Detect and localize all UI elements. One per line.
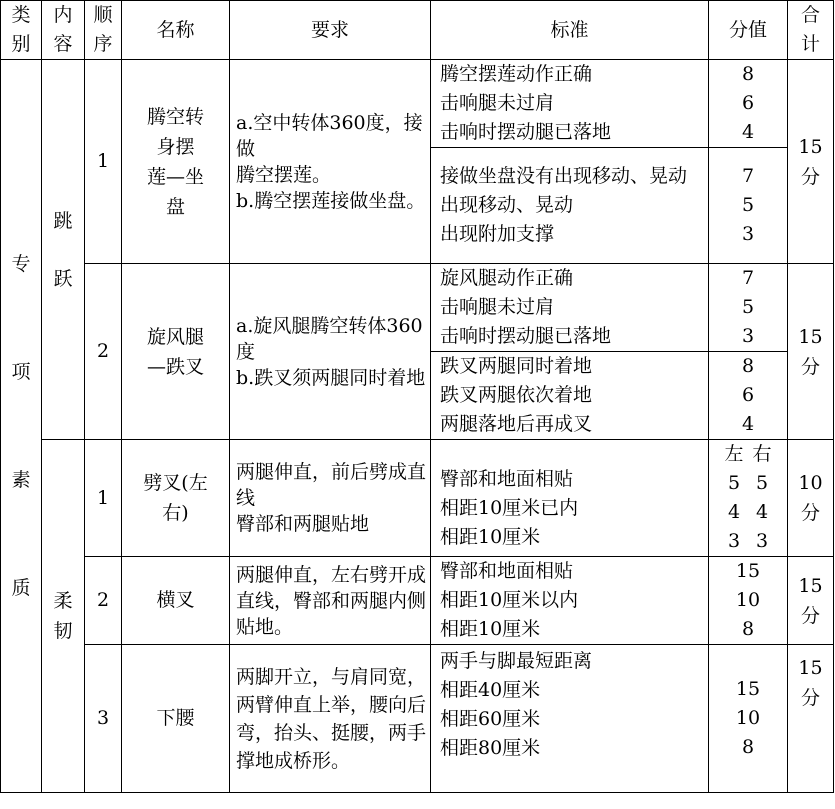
name-cell: 下腰 (122, 645, 230, 793)
score-cell: 7 5 3 (709, 264, 788, 352)
left-right-header: 左 右 (724, 443, 772, 465)
score-cell: 15 10 8 (709, 557, 788, 645)
total-cell: 10 分 (788, 440, 834, 557)
requirement-cell: 两腿伸直，左右劈开成直线，臀部和两腿内侧贴地。 (230, 557, 431, 645)
total-cell: 15 分 (788, 60, 834, 264)
standard-cell: 接做坐盘没有出现移动、晃动 出现移动、晃动 出现附加支撑 (431, 148, 709, 264)
requirement-cell: 两脚开立，与肩同宽，两臂伸直上举，腰向后弯，抬头、挺腰，两手撑地成桥形。 (230, 645, 431, 793)
standard-cell: 旋风腿动作正确 击响腿未过肩 击响时摆动腿已落地 (431, 264, 709, 352)
standard-cell: 臀部和地面相贴 相距10厘米以内 相距10厘米 (431, 557, 709, 645)
score-cell: 8 6 4 (709, 60, 788, 148)
group-flex: 柔 韧 (42, 440, 85, 793)
standard-cell: 臀部和地面相贴 相距10厘米已内 相距10厘米 (431, 440, 709, 557)
header-requirement: 要求 (230, 1, 431, 60)
table-row (1, 645, 834, 793)
standard-cell: 腾空摆莲动作正确 击响腿未过肩 击响时摆动腿已落地 (431, 60, 709, 148)
header-total: 合 计 (788, 1, 834, 60)
standard-cell: 跌叉两腿同时着地 跌叉两腿依次着地 两腿落地后再成叉 (431, 352, 709, 440)
header-order: 顺 序 (85, 1, 122, 60)
header-content: 内 容 (42, 1, 85, 60)
header-category: 类 别 (1, 1, 42, 60)
order-cell: 3 (85, 645, 122, 793)
header-standard: 标准 (431, 1, 709, 60)
name-cell: 旋风腿 —跌叉 (122, 264, 230, 440)
name-cell: 横叉 (122, 557, 230, 645)
requirement-cell: a.旋风腿腾空转体360度 b.跌叉须两腿同时着地 (230, 264, 431, 440)
header-score: 分值 (709, 1, 788, 60)
score-cell: 7 5 3 (709, 148, 788, 264)
header-name: 名称 (122, 1, 230, 60)
table-row (1, 557, 834, 645)
requirement-cell: 两腿伸直，前后劈成直线 臀部和两腿贴地 (230, 440, 431, 557)
order-cell: 1 (85, 60, 122, 264)
table-row (1, 60, 834, 148)
header-row (1, 1, 834, 60)
order-cell: 2 (85, 557, 122, 645)
standard-cell: 两手与脚最短距离 相距40厘米 相距60厘米 相距80厘米 (431, 645, 709, 793)
total-cell: 15 分 (788, 645, 834, 793)
table-row (1, 264, 834, 352)
score-cell: 8 6 4 (709, 352, 788, 440)
requirement-cell: a.空中转体360度，接做 腾空摆莲。 b.腾空摆莲接做坐盘。 (230, 60, 431, 264)
total-cell: 15 分 (788, 557, 834, 645)
category-cell: 专 项 素 质 (1, 60, 42, 793)
score-cell: 15 10 8 (709, 645, 788, 793)
name-cell: 劈叉(左 右) (122, 440, 230, 557)
group-jump: 跳 跃 (42, 60, 85, 440)
total-cell: 15 分 (788, 264, 834, 440)
order-cell: 2 (85, 264, 122, 440)
table-row (1, 440, 834, 557)
name-cell: 腾空转 身摆 莲—坐 盘 (122, 60, 230, 264)
order-cell: 1 (85, 440, 122, 557)
score-cell: 左 右 5 5 4 4 3 3 (709, 440, 788, 557)
